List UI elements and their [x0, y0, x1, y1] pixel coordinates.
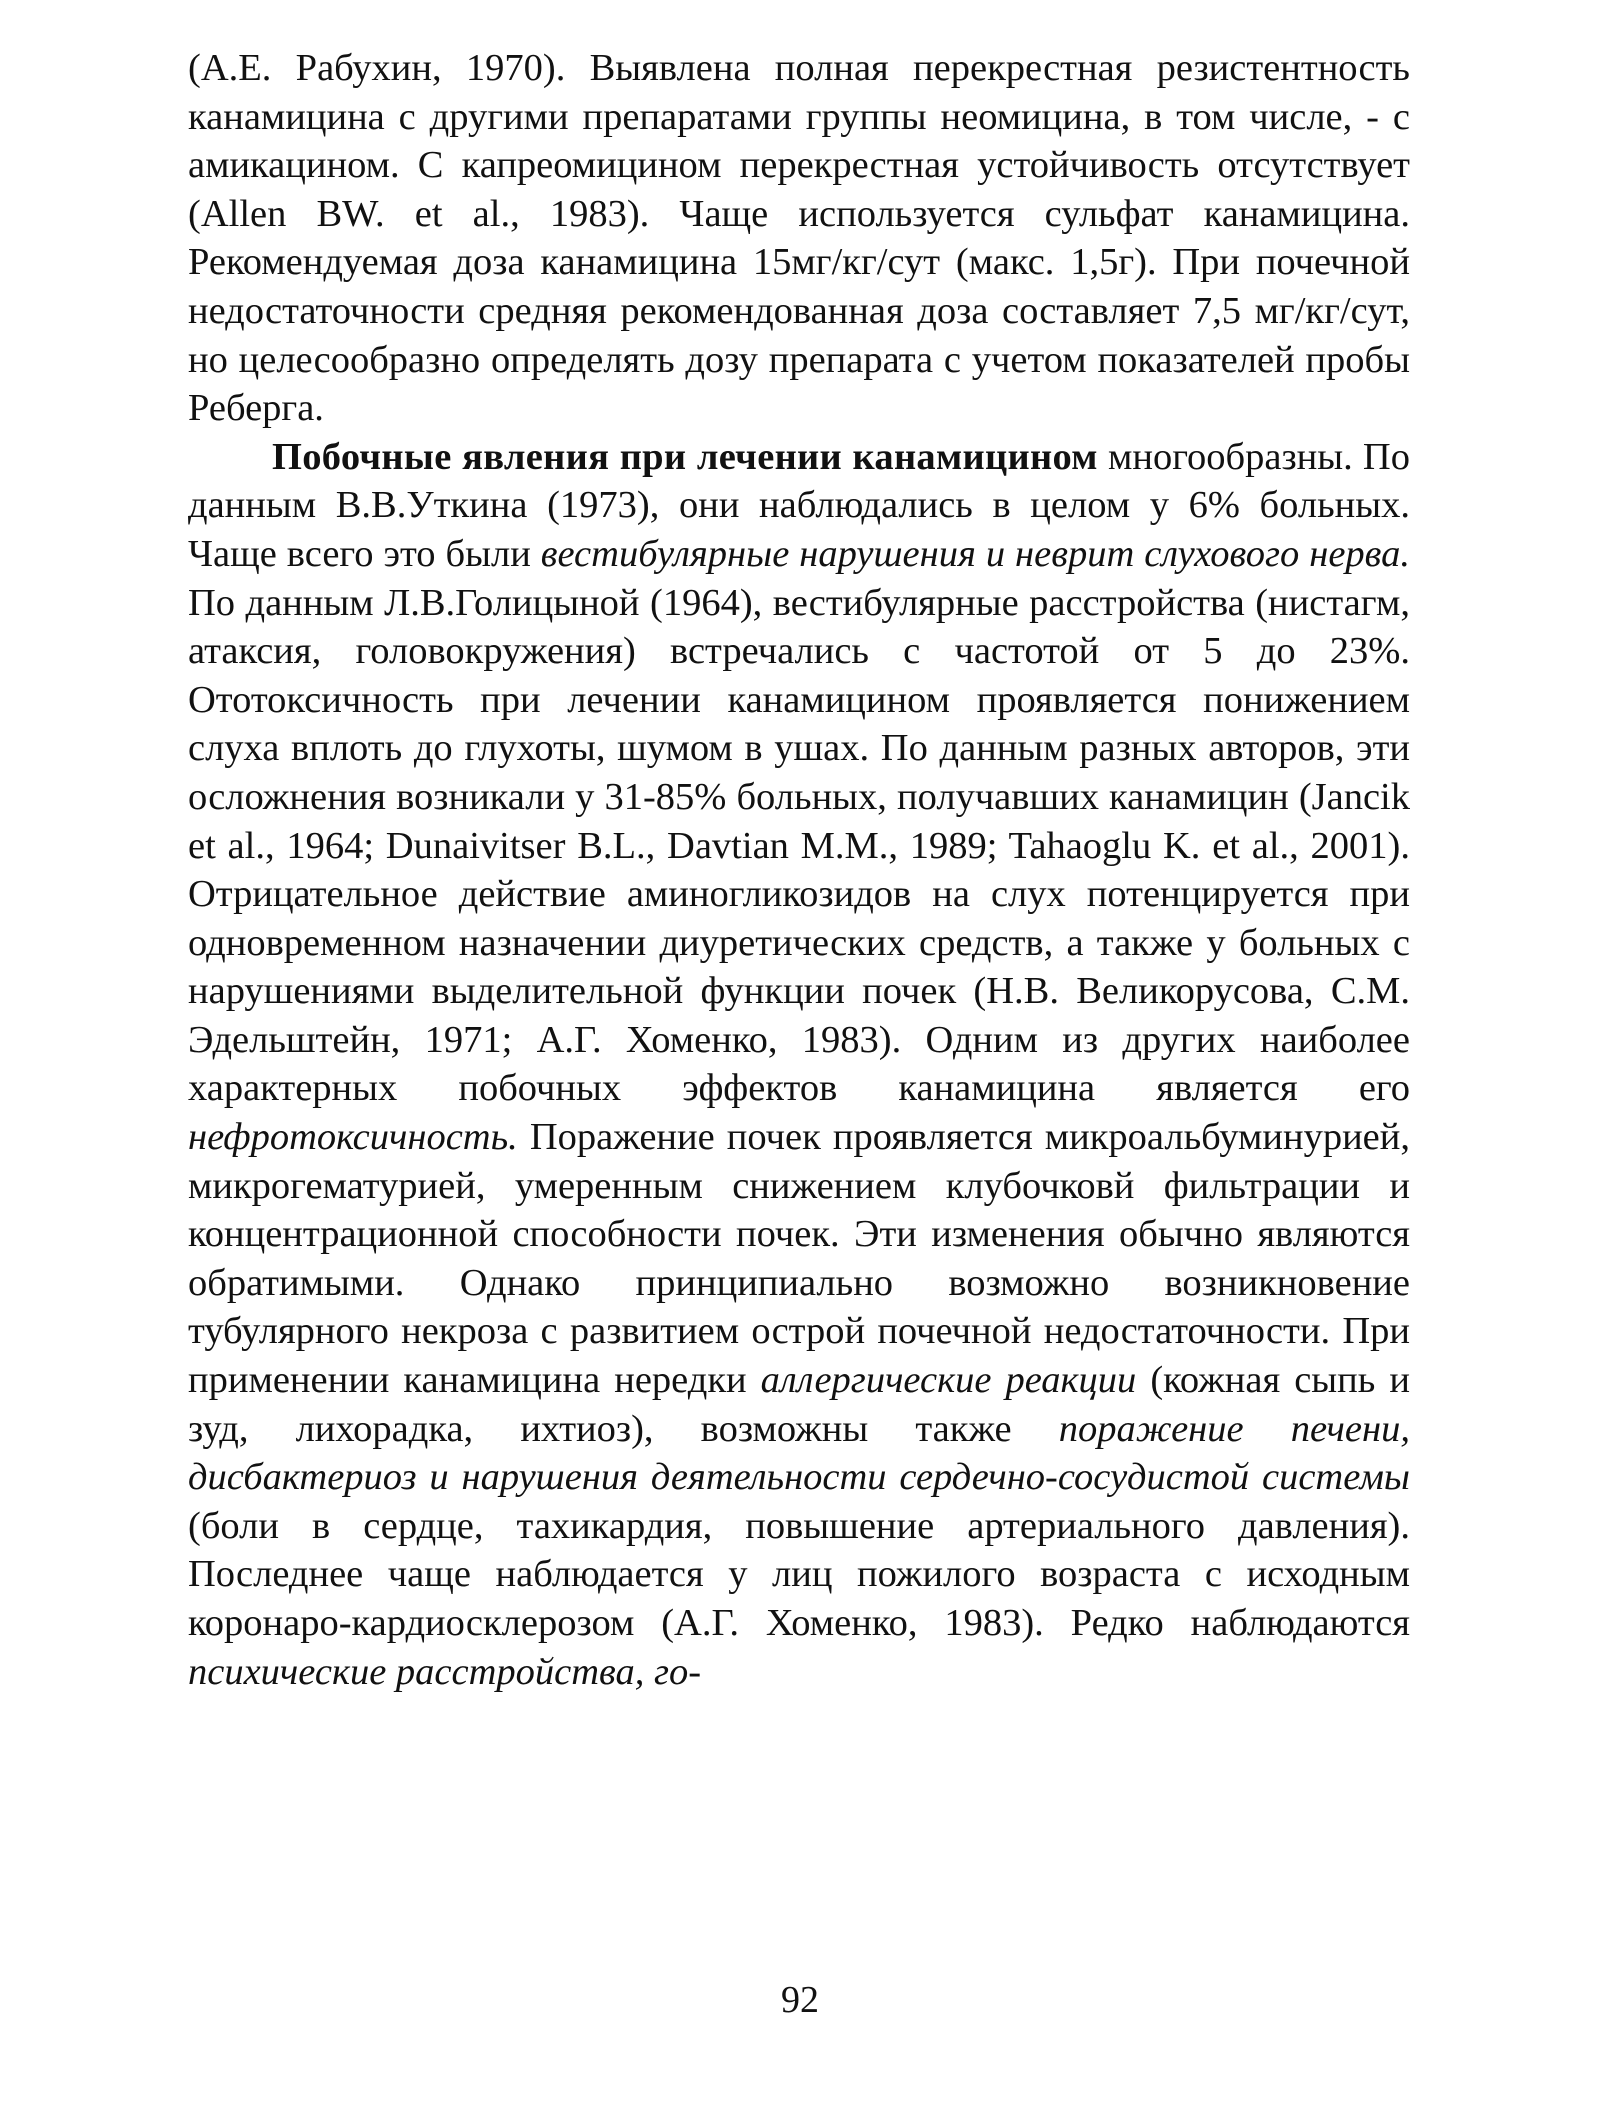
emphasis-psychic: психические расстройства, го- — [188, 1650, 702, 1693]
emphasis-liver-heart: поражение печени, дисбактериоз и нарушения деятельности сердечно-сосудистой системы — [188, 1407, 1410, 1499]
paragraph-2-text-2: По данным Л.В.Голицыной (1964), вестибулярные расстройства (нистагм, атаксия, головокружения) встречались с частотой от 5 до 23%. Ототоксичность при лечении канамицином проявляется понижением слуха вплоть до глухоты, шумом в ушах. По данным разных авторов, эти осложнения возникали у 31-85% больных, получавших канамицин (Jancik et al., 1964; Dunaivitser B.L., Davtian M.M., 1989; Tahaoglu K. et al., 2001). Отрицательное действие аминогликозидов на слух потенцируется при одновременном назначении диуретических средств, а также у больных с нарушениями выделительной функции почек (Н.В. Великорусова, С.М. Эдельштейн, 1971; А.Г. Хоменко, 1983). Одним из других наиболее характерных побочных эффектов канамицина является его — [188, 581, 1410, 1110]
emphasis-allergic: аллергические реакции — [760, 1359, 1137, 1402]
paragraph-2 — [188, 433, 1410, 1696]
page-number: 92 — [781, 1979, 819, 2021]
emphasis-vestibular: вестибулярные нарушения и неврит слухового нерва. — [540, 532, 1410, 575]
paragraph-2-text-1: многообразны. По данным В.В.Уткина (1973), они наблюдались в целом у 6% больных. Чаще всего это были — [188, 435, 1410, 575]
body-text — [188, 44, 1410, 1696]
paragraph-2-text-3: Поражение почек проявляется микроальбуминурией, микрогематурией, умеренным снижением клубочковй фильтрации и концентрационной способности почек. Эти изменения обычно являются обратимыми. Однако принципиально возможно возникновение тубулярного некроза с развитием острой почечной недостаточности. При применении канамицина нередки — [188, 1116, 1410, 1402]
paragraph-2-text-5: (боли в сердце, тахикардия, повышение артериального давления). Последнее чаще наблюдается у лиц пожилого возраста с исходным коронаро-кардиосклерозом (А.Г. Хоменко, 1983). Редко наблюдаются — [188, 1504, 1410, 1644]
emphasis-nephrotoxicity: нефротоксичность. — [188, 1116, 518, 1159]
paragraph-2-text-4: (кожная сыпь и зуд, лихорадка, ихтиоз), возможны также — [188, 1359, 1410, 1450]
section-heading: Побочные явления при лечении канамицином — [272, 435, 1098, 478]
paragraph-1: (А.Е. Рабухин, 1970). Выявлена полная перекрестная резистентность канамицина с другими препаратами группы неомицина, в том числе, - с амикацином. С капреомицином перекрестная устойчивость отсутствует (Allen BW. et al., 1983). Чаще используется сульфат канамицина. Рекомендуемая доза канамицина 15мг/кг/сут (макс. 1,5г). При почечной недостаточности средняя рекомендованная доза составляет 7,5 мг/кг/сут, но целесообразно определять дозу препарата с учетом показателей пробы Реберга. — [188, 47, 1410, 430]
